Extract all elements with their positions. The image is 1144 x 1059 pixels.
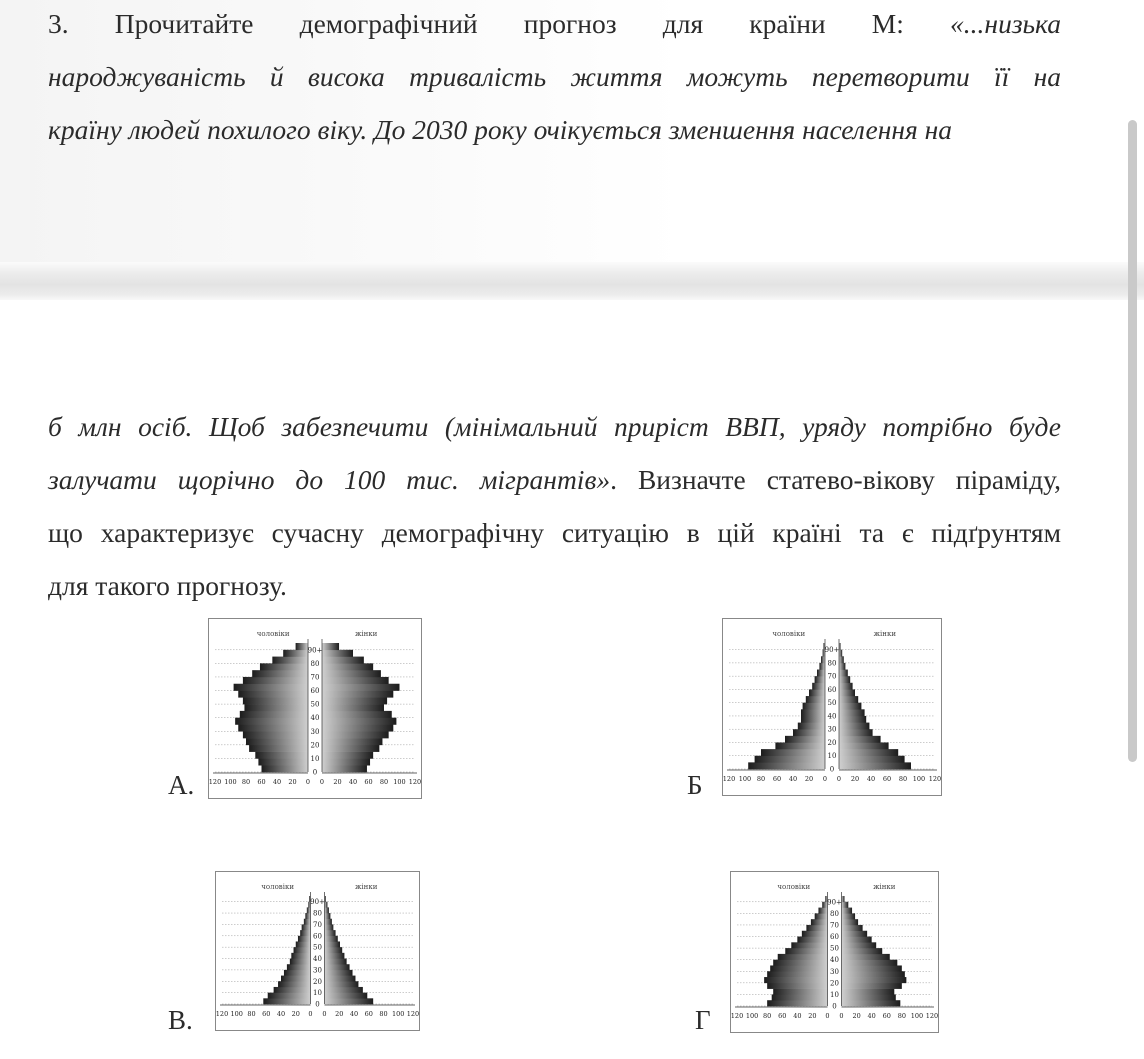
x-tick-label: 60 xyxy=(882,1012,891,1020)
male-bar xyxy=(797,937,827,943)
age-tick-label: 60 xyxy=(313,932,322,941)
female-label: жінки xyxy=(354,630,378,638)
male-label: чоловіки xyxy=(261,883,295,891)
x-tick-label: 60 xyxy=(882,775,892,783)
x-tick-label: 80 xyxy=(756,775,766,783)
male-bar xyxy=(785,736,825,743)
female-bar xyxy=(839,689,855,696)
x-tick-label: 120 xyxy=(216,1010,229,1018)
x-tick-label: 80 xyxy=(898,775,908,783)
x-tick-label: 80 xyxy=(247,1010,256,1018)
female-bar xyxy=(842,913,856,919)
male-bar xyxy=(278,981,310,987)
female-bar xyxy=(842,1000,901,1006)
task-text-segment: що характеризує сучасну демографічну ситуацію в цій країні та є підґрунтям xyxy=(48,517,1061,548)
x-tick-label: 20 xyxy=(804,775,814,783)
x-tick-label: 100 xyxy=(738,775,752,783)
female-bar xyxy=(842,937,872,943)
male-bar xyxy=(767,983,827,989)
female-bar xyxy=(325,953,345,959)
female-bar xyxy=(839,696,858,703)
female-bar xyxy=(322,657,364,664)
male-bar xyxy=(290,959,311,965)
page-separator-band xyxy=(0,262,1144,300)
task-text-segment: . Визначте статево-вікову піраміду, xyxy=(610,464,1061,495)
task-text-segment: народжуваність й висока тривалість життя можуть перетворити її на xyxy=(48,61,1061,92)
male-bar xyxy=(281,976,311,982)
female-bar xyxy=(325,964,350,970)
male-bar xyxy=(803,703,825,710)
male-bar xyxy=(773,989,827,995)
male-bar xyxy=(272,657,308,664)
age-tick-label: 20 xyxy=(827,738,837,747)
female-bar xyxy=(839,762,911,769)
male-label: чоловіки xyxy=(772,630,806,638)
age-tick-label: 20 xyxy=(313,977,322,986)
option-label-c[interactable]: В. xyxy=(168,1005,193,1035)
female-bar xyxy=(325,919,332,925)
x-tick-label: 100 xyxy=(224,778,237,786)
age-tick-label: 30 xyxy=(827,725,837,734)
age-tick-label: 80 xyxy=(827,659,837,668)
x-tick-label: 60 xyxy=(364,1010,373,1018)
x-tick-label: 80 xyxy=(379,1010,388,1018)
age-tick-label: 10 xyxy=(830,990,839,999)
female-bar xyxy=(842,965,902,971)
task-line xyxy=(48,453,1061,506)
female-bar xyxy=(839,736,881,743)
male-bar xyxy=(770,965,827,971)
x-tick-label: 120 xyxy=(408,778,421,786)
age-tick-label: 80 xyxy=(830,909,839,918)
male-bar xyxy=(818,908,827,914)
female-bar xyxy=(839,670,848,677)
male-bar xyxy=(274,987,311,993)
female-bar xyxy=(325,902,328,908)
age-tick-label: 70 xyxy=(827,672,837,681)
pyramid-chart-svg xyxy=(209,619,421,798)
female-bar xyxy=(325,930,336,936)
age-tick-label: 10 xyxy=(310,754,320,763)
option-label-a[interactable]: А. xyxy=(168,770,195,800)
x-tick-label: 40 xyxy=(866,775,876,783)
male-bar xyxy=(819,663,825,670)
pyramid-d[interactable] xyxy=(730,871,939,1033)
task-text-segment: залучати щорічно до 100 тис. мігрантів» xyxy=(48,464,611,495)
x-tick-label: 40 xyxy=(276,1010,286,1018)
female-bar xyxy=(322,731,389,738)
age-tick-label: 30 xyxy=(310,727,320,736)
male-bar xyxy=(773,960,827,966)
x-tick-label: 100 xyxy=(745,1012,759,1020)
age-tick-label: 10 xyxy=(313,989,322,998)
x-tick-label: 100 xyxy=(392,1010,405,1018)
x-tick-label: 20 xyxy=(335,1010,344,1018)
male-bar xyxy=(296,941,311,947)
male-bar xyxy=(263,998,310,1004)
task-text-segment: б млн осіб. Щоб забезпечити (мінімальний приріст ВВП, уряду потрібно буде xyxy=(48,411,1061,442)
age-tick-label: 70 xyxy=(313,920,322,929)
female-bar xyxy=(325,959,347,965)
female-bar xyxy=(839,742,889,749)
x-tick-label: 60 xyxy=(262,1010,271,1018)
age-tick-label: 30 xyxy=(830,967,839,976)
x-tick-label: 40 xyxy=(349,1010,359,1018)
x-tick-label: 40 xyxy=(867,1012,876,1020)
female-bar xyxy=(322,704,384,711)
female-bar xyxy=(322,752,373,759)
x-tick-label: 40 xyxy=(272,778,282,786)
pyramid-b[interactable] xyxy=(722,618,942,796)
age-tick-label: 0 xyxy=(829,765,835,774)
age-tick-label: 50 xyxy=(310,700,320,709)
male-bar xyxy=(785,948,827,954)
scrollbar[interactable] xyxy=(1128,120,1137,762)
x-tick-label: 0 xyxy=(836,775,842,783)
female-bar xyxy=(322,650,353,657)
age-tick-label: 80 xyxy=(313,909,322,918)
male-bar xyxy=(812,683,825,690)
male-bar xyxy=(302,924,311,930)
female-bar xyxy=(842,931,868,937)
option-label-d[interactable]: Г xyxy=(695,1005,711,1035)
age-tick-label: 60 xyxy=(310,687,320,696)
x-tick-label: 100 xyxy=(393,778,406,786)
task-line xyxy=(48,0,1061,50)
x-tick-label: 0 xyxy=(839,1012,844,1020)
female-bar xyxy=(322,718,396,725)
age-tick-label: 90+ xyxy=(307,646,323,655)
male-bar xyxy=(258,758,308,765)
male-bar xyxy=(815,676,825,683)
male-bar xyxy=(801,716,825,723)
pyramid-c[interactable] xyxy=(215,871,420,1031)
female-bar xyxy=(839,663,845,670)
x-tick-label: 80 xyxy=(763,1012,772,1020)
female-bar xyxy=(322,663,373,670)
age-tick-label: 90+ xyxy=(310,898,325,907)
age-tick-label: 0 xyxy=(312,768,318,777)
male-bar xyxy=(300,930,310,936)
female-bar xyxy=(842,948,883,954)
female-bar xyxy=(842,989,895,995)
female-bar xyxy=(839,709,865,716)
female-bar xyxy=(322,711,392,718)
age-tick-label: 50 xyxy=(830,944,839,953)
female-bar xyxy=(322,670,381,677)
female-bar xyxy=(842,908,853,914)
female-bar xyxy=(322,758,370,765)
age-tick-label: 90+ xyxy=(827,898,842,907)
task-line xyxy=(48,50,1061,103)
female-bar xyxy=(322,691,393,698)
x-tick-label: 40 xyxy=(788,775,798,783)
age-tick-label: 40 xyxy=(310,714,320,723)
male-bar xyxy=(764,977,827,983)
male-bar xyxy=(307,907,311,913)
male-bar xyxy=(817,670,825,677)
male-bar xyxy=(246,738,308,745)
age-tick-label: 40 xyxy=(313,955,322,964)
female-bar xyxy=(325,947,343,953)
male-bar xyxy=(772,994,828,1000)
x-tick-label: 60 xyxy=(778,1012,787,1020)
age-tick-label: 90+ xyxy=(824,646,840,655)
x-tick-label: 100 xyxy=(912,775,926,783)
female-bar xyxy=(322,643,339,650)
female-bar xyxy=(325,993,368,999)
male-bar xyxy=(821,656,825,663)
female-bar xyxy=(842,902,849,908)
task-text-segment: 3. Прочитайте демографічний прогноз для країни М: xyxy=(48,8,951,39)
x-tick-label: 20 xyxy=(808,1012,817,1020)
pyramid-a[interactable] xyxy=(208,618,422,799)
age-tick-label: 40 xyxy=(827,712,837,721)
x-tick-label: 60 xyxy=(772,775,782,783)
male-bar xyxy=(755,756,825,763)
female-bar xyxy=(839,749,898,756)
male-bar xyxy=(767,1000,827,1006)
female-bar xyxy=(325,998,374,1004)
female-bar xyxy=(842,954,890,960)
female-bar xyxy=(322,697,387,704)
female-bar xyxy=(839,656,844,663)
male-bar xyxy=(291,953,310,959)
x-tick-label: 20 xyxy=(288,778,297,786)
pyramid-chart-svg xyxy=(731,872,938,1032)
female-bar xyxy=(322,677,389,684)
x-tick-label: 120 xyxy=(928,775,941,783)
female-bar xyxy=(325,970,353,976)
task-text-part2 xyxy=(48,400,1061,612)
option-label-b[interactable]: Б xyxy=(687,770,703,800)
female-bar xyxy=(325,924,334,930)
male-bar xyxy=(287,964,311,970)
male-bar xyxy=(815,913,828,919)
task-text-part1 xyxy=(48,0,1061,156)
female-bar xyxy=(839,716,866,723)
male-bar xyxy=(255,752,308,759)
male-bar xyxy=(802,931,828,937)
female-bar xyxy=(839,683,853,690)
x-tick-label: 80 xyxy=(897,1012,906,1020)
x-tick-label: 0 xyxy=(322,1010,327,1018)
male-bar xyxy=(243,677,308,684)
male-bar xyxy=(767,971,827,977)
female-bar xyxy=(325,936,338,942)
x-tick-label: 120 xyxy=(731,1012,744,1020)
x-tick-label: 100 xyxy=(230,1010,243,1018)
male-bar xyxy=(260,663,308,670)
male-bar xyxy=(262,765,309,772)
male-bar xyxy=(284,970,311,976)
male-bar xyxy=(268,993,311,999)
male-bar xyxy=(793,729,825,736)
age-tick-label: 0 xyxy=(832,1002,837,1011)
task-text-segment: для такого прогнозу. xyxy=(48,570,287,601)
age-tick-label: 40 xyxy=(830,956,839,965)
male-bar xyxy=(296,643,308,650)
male-bar xyxy=(791,942,827,948)
age-tick-label: 70 xyxy=(310,673,320,682)
age-tick-label: 80 xyxy=(310,659,320,668)
x-tick-label: 20 xyxy=(850,775,860,783)
male-bar xyxy=(775,742,825,749)
female-bar xyxy=(842,896,845,902)
male-bar xyxy=(811,919,828,925)
x-tick-label: 120 xyxy=(723,775,736,783)
female-bar xyxy=(325,976,356,982)
female-bar xyxy=(325,987,363,993)
age-tick-label: 10 xyxy=(827,752,837,761)
x-tick-label: 80 xyxy=(379,778,389,786)
task-text-segment: «...низька xyxy=(950,8,1061,39)
x-tick-label: 20 xyxy=(852,1012,861,1020)
female-bar xyxy=(839,703,861,710)
task-line xyxy=(48,559,1061,612)
female-bar xyxy=(842,960,898,966)
male-bar xyxy=(761,749,825,756)
male-bar xyxy=(238,691,308,698)
female-bar xyxy=(839,723,869,730)
male-bar xyxy=(809,689,825,696)
female-bar xyxy=(839,729,873,736)
x-tick-label: 0 xyxy=(319,778,325,786)
male-bar xyxy=(806,696,825,703)
male-bar xyxy=(244,704,308,711)
male-bar xyxy=(234,684,308,691)
x-tick-label: 40 xyxy=(348,778,358,786)
x-tick-label: 120 xyxy=(209,778,222,786)
female-bar xyxy=(842,983,902,989)
male-bar xyxy=(238,724,308,731)
x-tick-label: 0 xyxy=(305,778,311,786)
male-bar xyxy=(778,954,828,960)
x-tick-label: 0 xyxy=(308,1010,313,1018)
female-bar xyxy=(322,684,400,691)
male-bar xyxy=(798,723,825,730)
female-bar xyxy=(839,650,842,657)
female-bar xyxy=(322,738,382,745)
male-bar xyxy=(249,745,308,752)
age-tick-label: 20 xyxy=(830,979,839,988)
female-bar xyxy=(842,971,905,977)
male-bar xyxy=(748,762,825,769)
female-bar xyxy=(842,977,907,983)
pyramid-chart-svg xyxy=(723,619,941,795)
x-tick-label: 20 xyxy=(291,1010,300,1018)
task-line xyxy=(48,103,1061,156)
male-bar xyxy=(294,947,311,953)
x-tick-label: 60 xyxy=(257,778,266,786)
female-bar xyxy=(322,745,379,752)
male-bar xyxy=(806,925,827,931)
age-tick-label: 0 xyxy=(315,1000,320,1009)
female-bar xyxy=(839,756,905,763)
female-label: жінки xyxy=(873,630,896,638)
age-tick-label: 60 xyxy=(830,933,839,942)
male-bar xyxy=(240,711,308,718)
male-label: чоловіки xyxy=(777,883,811,891)
female-bar xyxy=(842,942,877,948)
x-tick-label: 0 xyxy=(822,775,828,783)
female-bar xyxy=(322,765,367,772)
female-bar xyxy=(842,919,859,925)
female-label: жінки xyxy=(873,883,896,891)
female-bar xyxy=(322,724,393,731)
female-bar xyxy=(325,981,359,987)
male-bar xyxy=(304,919,311,925)
age-tick-label: 60 xyxy=(827,685,837,694)
age-tick-label: 30 xyxy=(313,966,322,975)
female-label: жінки xyxy=(354,883,378,891)
x-tick-label: 80 xyxy=(241,778,251,786)
male-bar xyxy=(243,697,308,704)
female-bar xyxy=(325,907,329,913)
x-tick-label: 120 xyxy=(406,1010,419,1018)
male-label: чоловіки xyxy=(256,630,290,638)
x-tick-label: 100 xyxy=(910,1012,924,1020)
male-bar xyxy=(305,913,310,919)
age-tick-label: 50 xyxy=(313,943,322,952)
female-bar xyxy=(325,941,340,947)
male-bar xyxy=(235,718,308,725)
male-bar xyxy=(252,670,308,677)
x-tick-label: 60 xyxy=(364,778,373,786)
x-tick-label: 120 xyxy=(925,1012,938,1020)
task-line xyxy=(48,400,1061,453)
task-line xyxy=(48,506,1061,559)
age-tick-label: 20 xyxy=(310,741,320,750)
female-bar xyxy=(839,676,850,683)
x-tick-label: 20 xyxy=(333,778,342,786)
male-bar xyxy=(243,731,308,738)
male-bar xyxy=(298,936,311,942)
female-bar xyxy=(842,925,863,931)
pyramid-chart-svg xyxy=(216,872,419,1030)
x-tick-label: 40 xyxy=(793,1012,802,1020)
age-tick-label: 50 xyxy=(827,699,837,708)
task-text-segment: країну людей похилого віку. До 2030 року очікується зменшення населення на xyxy=(48,114,953,145)
male-bar xyxy=(283,650,308,657)
female-bar xyxy=(842,994,896,1000)
female-bar xyxy=(325,913,331,919)
age-tick-label: 70 xyxy=(830,921,839,930)
male-bar xyxy=(801,709,825,716)
x-tick-label: 0 xyxy=(825,1012,830,1020)
